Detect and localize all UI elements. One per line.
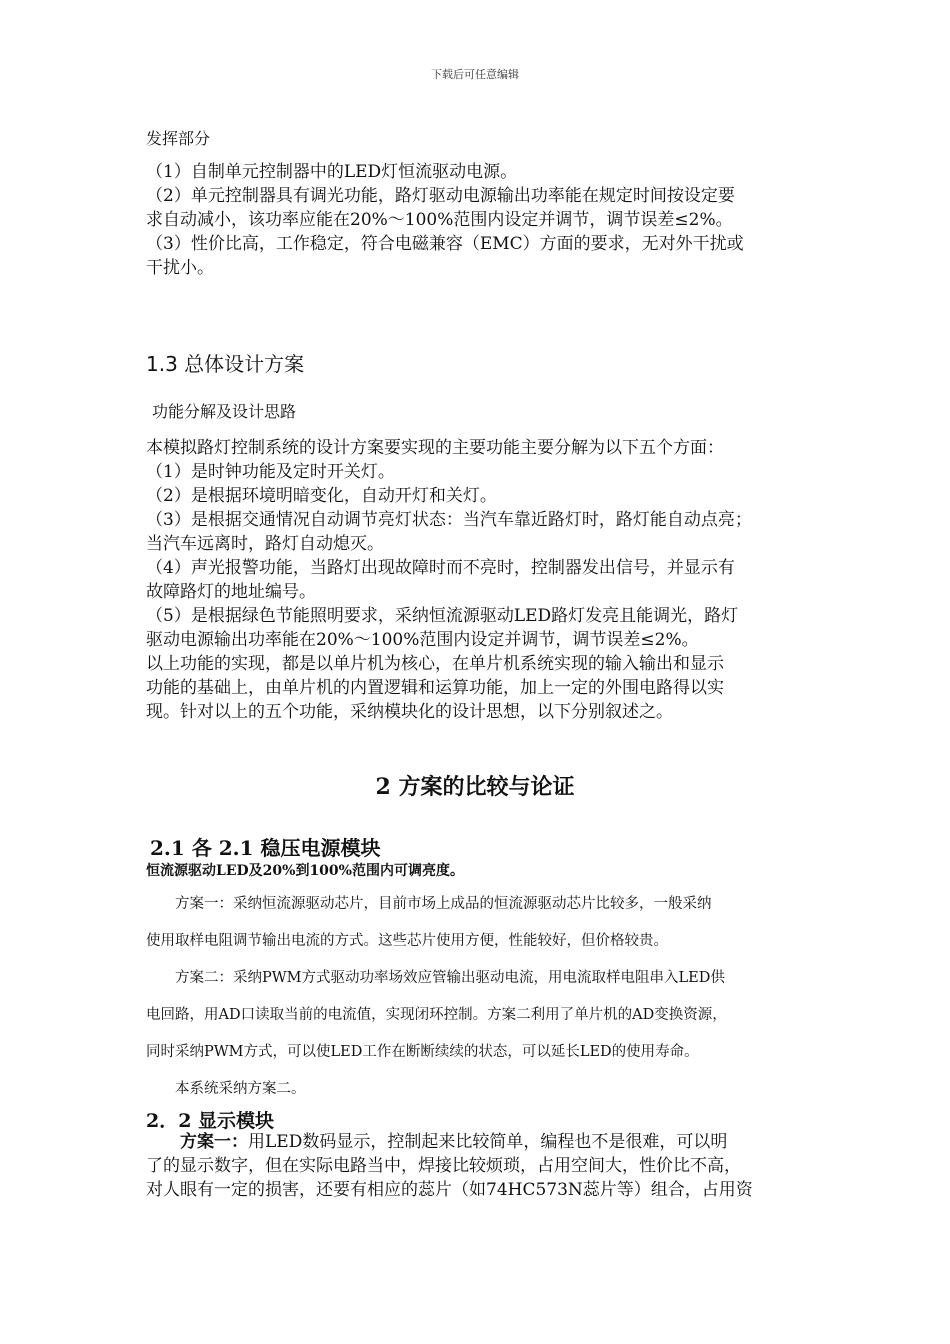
- section-2-1-body: [146, 892, 826, 1101]
- section-title-2-2: 2．2 显示模块: [146, 1110, 275, 1132]
- chapter-title-2: 2 方案的比较与论证: [375, 774, 575, 800]
- paragraph-line: 功能的基础上，由单片机的内置逻辑和运算功能，加上一定的外围电路得以实: [146, 678, 724, 698]
- section-title-2-1: 2.1 各 2.1 稳压电源模块: [150, 836, 381, 860]
- paragraph-line: （1）自制单元控制器中的LED灯恒流驱动电源。: [146, 162, 518, 182]
- page-header: 下载后可任意编辑: [431, 68, 519, 81]
- paragraph-line: 求自动减小，该功率应能在20%～100%范围内设定并调节，调节误差≤2%。: [146, 210, 733, 230]
- paragraph-line: 方案二：采纳PWM方式驱动功率场效应管输出驱动电流，用电流取样电阻串入LED供: [146, 970, 725, 986]
- paragraph-line: 方案一：采纳恒流源驱动芯片，目前市场上成品的恒流源驱动芯片比较多，一般采纳: [146, 896, 712, 912]
- section-2-1-subtitle: 恒流源驱动LED及20%到100%范围内可调亮度。: [146, 863, 464, 879]
- section-title-fahui: 发挥部分: [146, 129, 211, 148]
- paragraph-line: （2）单元控制器具有调光功能，路灯驱动电源输出功率能在规定时间按设定要: [146, 186, 735, 206]
- paragraph-line: 故障路灯的地址编号。: [146, 582, 316, 602]
- paragraph-line: 同时采纳PWM方式，可以使LED工作在断断续续的状态，可以延长LED的使用寿命。: [146, 1044, 699, 1060]
- section-2-2-body: [146, 1130, 826, 1202]
- scheme-lead: 方案一：: [180, 1132, 248, 1152]
- paragraph-line: 当汽车远离时，路灯自动熄灭。: [146, 534, 384, 554]
- paragraph-line: （4）声光报警功能，当路灯出现故障时而不亮时，控制器发出信号，并显示有: [146, 558, 735, 578]
- paragraph-line: （5）是根据绿色节能照明要求，采纳恒流源驱动LED路灯发亮且能调光，路灯: [146, 606, 739, 626]
- paragraph-line: （3）性价比高，工作稳定，符合电磁兼容（EMC）方面的要求，无对外干扰或: [146, 234, 744, 254]
- paragraph-line: 了的显示数字，但在实际电路当中，焊接比较烦琐，占用空间大，性价比不高，: [146, 1156, 741, 1176]
- paragraph-line: （2）是根据环境明暗变化，自动开灯和关灯。: [146, 486, 497, 506]
- paragraph-line: 本系统采纳方案二。: [146, 1081, 306, 1097]
- section-title-1-3: 1.3 总体设计方案: [146, 352, 305, 376]
- paragraph-line: （1）是时钟功能及定时开关灯。: [146, 462, 395, 482]
- paragraph-line: 电回路，用AD口读取当前的电流值，实现闭环控制。方案二利用了单片机的AD变换资源，: [146, 1007, 727, 1023]
- paragraph-line: （3）是根据交通情况自动调节亮灯状态：当汽车靠近路灯时，路灯能自动点亮；: [146, 510, 752, 530]
- subsection-title-function: 功能分解及设计思路: [152, 402, 297, 421]
- paragraph-line: 本模拟路灯控制系统的设计方案要实现的主要功能主要分解为以下五个方面：: [146, 438, 724, 458]
- paragraph-line: 使用取样电阻调节输出电流的方式。这些芯片使用方便，性能较好，但价格较贵。: [146, 933, 668, 949]
- section-1-3-body: [146, 436, 826, 724]
- paragraph-line: 干扰小。: [146, 258, 214, 278]
- paragraph-line: [146, 1130, 826, 1154]
- scheme-text: 用LED数码显示，控制起来比较简单，编程也不是很难，可以明: [248, 1132, 728, 1152]
- paragraph-line: 以上功能的实现，都是以单片机为核心，在单片机系统实现的输入输出和显示: [146, 654, 724, 674]
- paragraph-line: 对人眼有一定的损害，还要有相应的蕊片（如74HC573N蕊片等）组合，占用资: [146, 1180, 753, 1200]
- paragraph-line: 驱动电源输出功率能在20%～100%范围内设定并调节，调节误差≤2%。: [146, 630, 699, 650]
- paragraph-line: 现。针对以上的五个功能，采纳模块化的设计思想，以下分别叙述之。: [146, 702, 673, 722]
- section-fahui-body: [146, 160, 826, 280]
